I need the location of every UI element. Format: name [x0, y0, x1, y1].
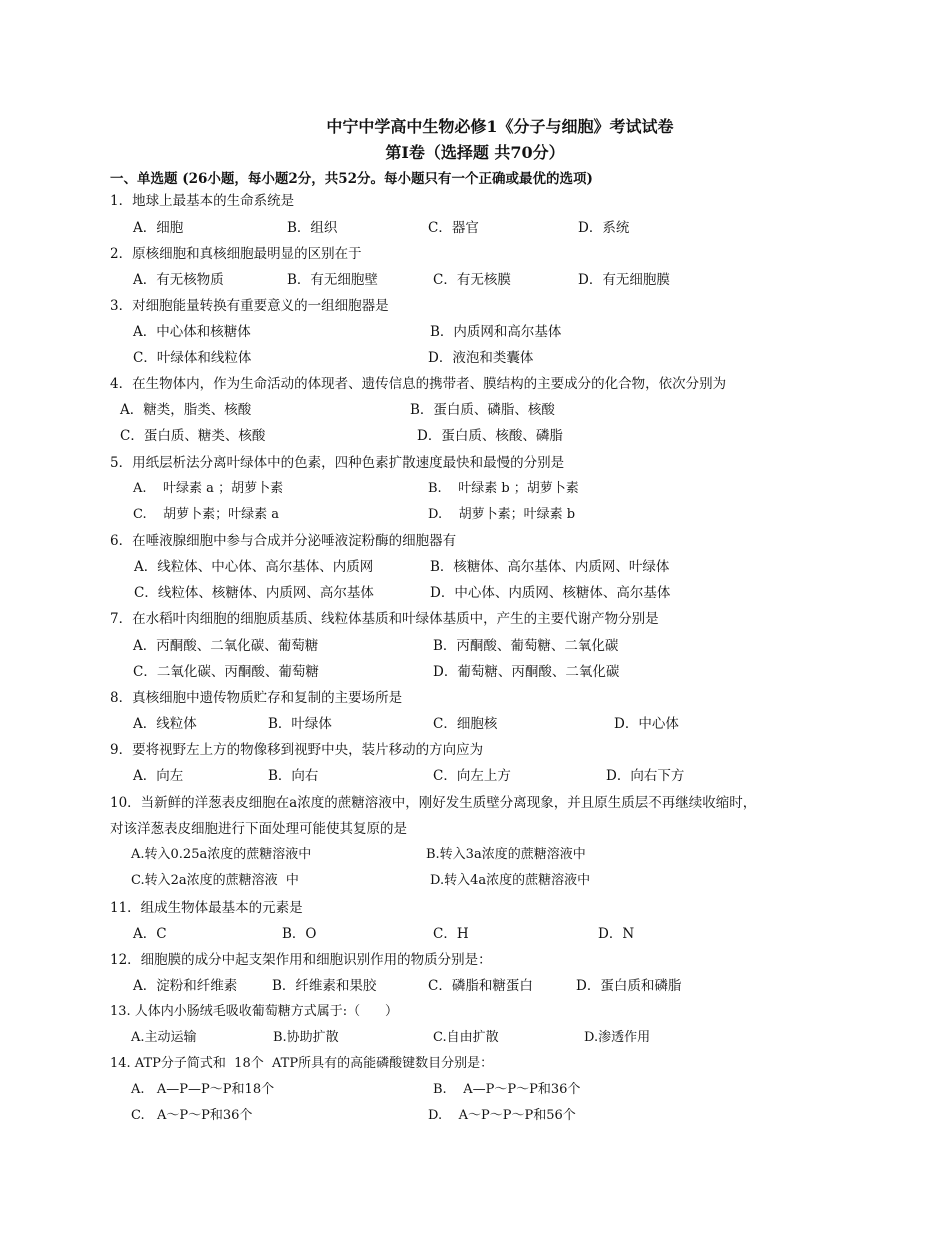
option-a: A. 叶绿素 a ；胡萝卜素 — [133, 481, 284, 496]
option-a: A．淀粉和纤维素 — [133, 978, 238, 994]
option-c: C．有无核膜 — [433, 272, 511, 288]
option-b: B．O — [282, 926, 317, 942]
option-c: C．H — [433, 926, 469, 942]
option-b: B.协助扩散 — [273, 1030, 339, 1045]
option-d: D．蛋白质、核酸、磷脂 — [417, 428, 563, 444]
option-a: A．糖类，脂类、核酸 — [120, 402, 252, 418]
option-c: C. 胡萝卜素；叶绿素 a — [133, 507, 280, 522]
option-a: A．有无核物质 — [133, 272, 224, 288]
option-d: D.转入4a浓度的蔗糖溶液中 — [430, 873, 591, 888]
option-a: A．线粒体 — [133, 716, 197, 732]
option-b: B．内质网和高尔基体 — [430, 324, 562, 340]
question-stem: 5．用纸层析法分离叶绿体中的色素，四种色素扩散速度最快和最慢的分别是 — [110, 455, 565, 471]
question-stem: 2．原核细胞和真核细胞最明显的区别在于 — [110, 246, 362, 262]
option-d: D. A～P～P～P和56个 — [428, 1108, 576, 1123]
option-b: B．核糖体、高尔基体、内质网、叶绿体 — [430, 559, 670, 575]
option-c: C．向左上方 — [433, 768, 511, 784]
option-a: A．丙酮酸、二氧化碳、葡萄糖 — [133, 638, 319, 654]
option-c: C．器官 — [428, 220, 479, 236]
option-d: D．向右下方 — [606, 768, 685, 784]
option-a: A．中心体和核糖体 — [133, 324, 251, 340]
option-b: B．组织 — [287, 220, 338, 236]
exam-title: 中宁中学高中生物必修1《分子与细胞》考试试卷 — [326, 117, 674, 136]
option-d: D．葡萄糖、丙酮酸、二氧化碳 — [433, 664, 620, 680]
option-a: A．线粒体、中心体、高尔基体、内质网 — [134, 559, 374, 575]
question-stem: 4．在生物体内，作为生命活动的体现者、遗传信息的携带者、膜结构的主要成分的化合物，依次分别为 — [110, 376, 727, 392]
option-d: D．N — [598, 926, 635, 942]
option-b: B．有无细胞壁 — [287, 272, 378, 288]
question-stem: 9．要将视野左上方的物像移到视野中央，装片移动的方向应为 — [110, 742, 484, 758]
option-c: C．蛋白质、糖类、核酸 — [120, 428, 266, 444]
option-a: A．向左 — [133, 768, 184, 784]
option-d: D．中心体、内质网、核糖体、高尔基体 — [430, 585, 671, 601]
option-b: B. A—P～P～P和36个 — [433, 1082, 581, 1097]
question-stem: 6．在唾液腺细胞中参与合成并分泌唾液淀粉酶的细胞器有 — [110, 533, 457, 549]
option-b: B．叶绿体 — [268, 716, 332, 732]
option-b: B. 叶绿素 b ；胡萝卜素 — [428, 481, 579, 496]
option-b: B．向右 — [268, 768, 319, 784]
option-a: A.转入0.25a浓度的蔗糖溶液中 — [131, 847, 312, 862]
option-d: D．有无细胞膜 — [578, 272, 670, 288]
question-stem-continued: 对该洋葱表皮细胞进行下面处理可能使其复原的是 — [110, 821, 407, 837]
exam-subtitle: 第Ⅰ卷（选择题 共70分） — [385, 143, 565, 162]
option-b: B．蛋白质、磷脂、核酸 — [410, 402, 555, 418]
option-c: C. A～P～P和36个 — [131, 1108, 253, 1123]
option-c: C．细胞核 — [433, 716, 498, 732]
section-heading: 一、单选题 (26小题，每小题2分，共52分。每小题只有一个正确或最优的选项) — [110, 171, 593, 187]
option-c: C．磷脂和糖蛋白 — [428, 978, 533, 994]
question-stem: 7．在水稻叶肉细胞的细胞质基质、线粒体基质和叶绿体基质中，产生的主要代谢产物分别是 — [110, 611, 659, 627]
question-stem: 3．对细胞能量转换有重要意义的一组细胞器是 — [110, 298, 389, 314]
option-d: D．中心体 — [614, 716, 679, 732]
option-d: D. 胡萝卜素；叶绿素 b — [428, 507, 576, 522]
question-stem: 13. 人体内小肠绒毛吸收葡萄糖方式属于:（ ） — [110, 1004, 398, 1019]
option-c: C．二氧化碳、丙酮酸、葡萄糖 — [133, 664, 319, 680]
option-c: C.转入2a浓度的蔗糖溶液 中 — [131, 873, 299, 888]
option-a: A．细胞 — [133, 220, 184, 236]
option-a: A.主动运输 — [131, 1030, 197, 1045]
option-a: A. A—P—P～P和18个 — [131, 1082, 275, 1097]
question-stem: 12．细胞膜的成分中起支架作用和细胞识别作用的物质分别是： — [110, 952, 492, 968]
option-c: C．线粒体、核糖体、内质网、高尔基体 — [134, 585, 374, 601]
option-b: B．纤维素和果胶 — [272, 978, 377, 994]
question-stem: 11．组成生物体最基本的元素是 — [110, 900, 303, 916]
question-stem: 14. ATP分子简式和 18个 ATP所具有的高能磷酸键数目分别是： — [110, 1056, 494, 1071]
option-a: A．C — [133, 926, 167, 942]
option-c: C.自由扩散 — [433, 1030, 499, 1045]
option-d: D．蛋白质和磷脂 — [576, 978, 682, 994]
option-b: B.转入3a浓度的蔗糖溶液中 — [426, 847, 586, 862]
option-d: D．液泡和类囊体 — [428, 350, 534, 366]
option-d: D.渗透作用 — [584, 1030, 651, 1045]
question-stem: 8．真核细胞中遗传物质贮存和复制的主要场所是 — [110, 690, 403, 706]
option-c: C．叶绿体和线粒体 — [133, 350, 252, 366]
question-stem: 1．地球上最基本的生命系统是 — [110, 193, 295, 209]
question-stem: 10．当新鲜的洋葱表皮细胞在a浓度的蔗糖溶液中，刚好发生质壁分离现象，并且原生质层不再继续收缩时， — [110, 795, 757, 811]
option-d: D．系统 — [578, 220, 630, 236]
option-b: B．丙酮酸、葡萄糖、二氧化碳 — [433, 638, 619, 654]
